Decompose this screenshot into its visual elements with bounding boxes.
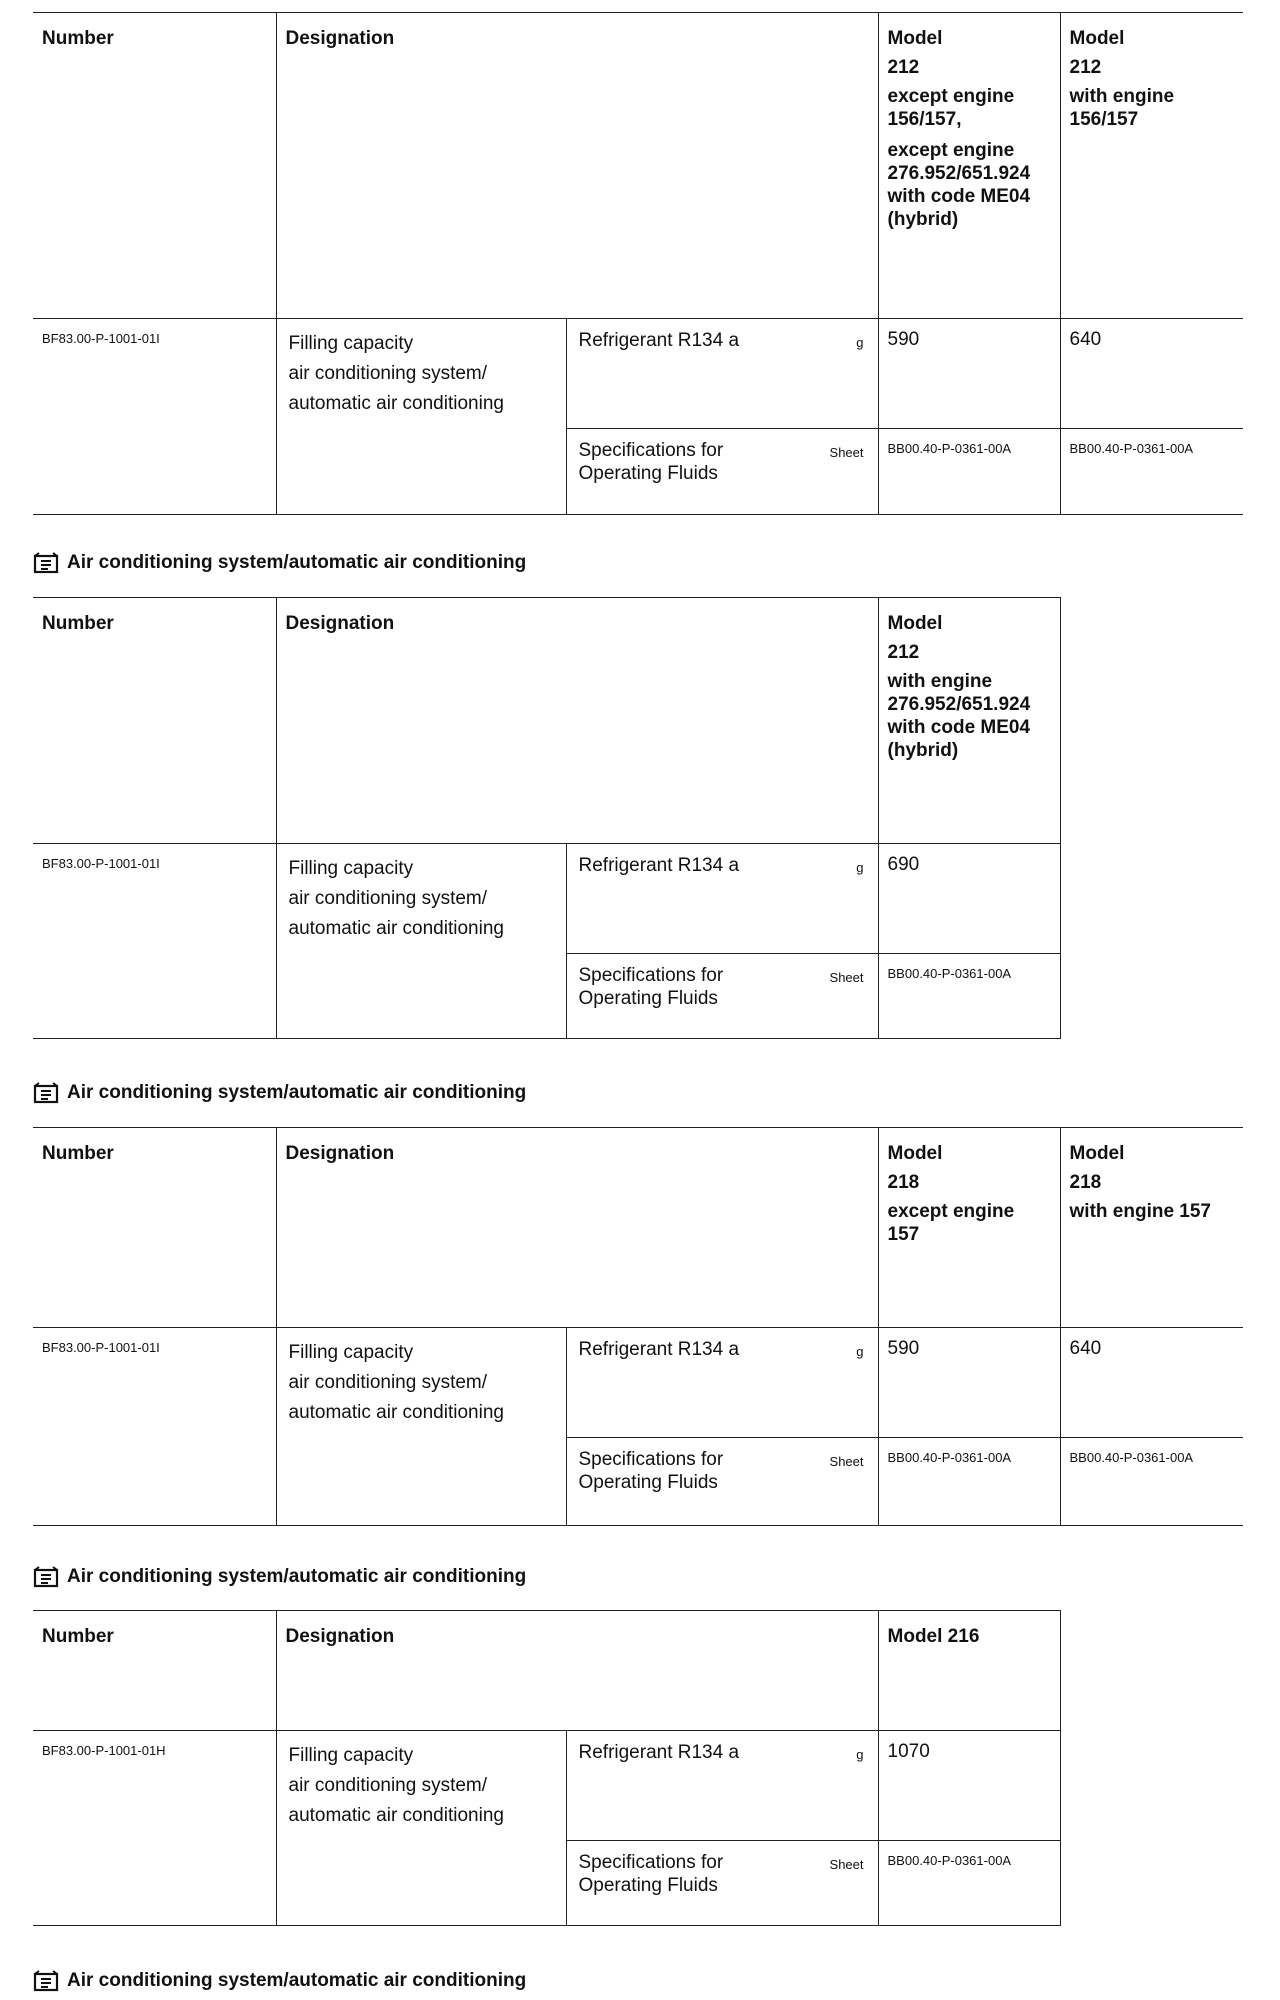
number-header-cell [33, 1128, 276, 1328]
spec-label-cell [566, 1841, 878, 1926]
sheet-cell [878, 429, 1060, 515]
number-header: Number [42, 28, 114, 49]
spec-label-line: Specifications for [578, 965, 724, 986]
spec-unit: Sheet [829, 970, 864, 985]
spec-label-cell [566, 954, 878, 1039]
part-number: BF83.00-P-1001-01I [42, 856, 160, 871]
part-number: BF83.00-P-1001-01I [42, 331, 160, 346]
designation-line: Filling capacity [288, 333, 414, 354]
sheet-ref: BB00.40-P-0361-00A [887, 966, 1012, 981]
model-header-line: with engine 156/157 [1069, 86, 1175, 130]
fluids-table-2 [33, 597, 1061, 1039]
model-header-line: 218 [887, 1172, 920, 1193]
designation-line: Filling capacity [288, 858, 414, 879]
sheet-cell [878, 1438, 1060, 1526]
refrigerant-unit: g [856, 1344, 864, 1359]
model-header-cell [1060, 1128, 1243, 1328]
section-caption-text: Air conditioning system/automatic air conditioning [67, 1970, 527, 1991]
sheet-ref: BB00.40-P-0361-00A [1069, 1450, 1194, 1465]
number-header-cell [33, 13, 276, 319]
number-cell [33, 319, 276, 515]
spec-label-line: Operating Fluids [578, 463, 718, 484]
model-header-line: Model [887, 28, 943, 49]
designation-cell [276, 1731, 566, 1926]
model-header-cell [878, 598, 1060, 844]
designation-header-cell [276, 13, 878, 319]
spec-label-line: Operating Fluids [578, 1875, 718, 1896]
spec-label-cell [566, 429, 878, 515]
refrigerant-label: Refrigerant R134 a [578, 330, 740, 351]
section-caption-text: Air conditioning system/automatic air conditioning [67, 552, 527, 573]
spec-label-line: Specifications for [578, 440, 724, 461]
refrigerant-value: 590 [887, 1338, 920, 1359]
number-header: Number [42, 1143, 114, 1164]
refrigerant-unit: g [856, 860, 864, 875]
model-header-cell [1060, 13, 1243, 319]
designation-header: Designation [285, 28, 395, 49]
designation-line: automatic air conditioning [288, 393, 504, 414]
designation-line: automatic air conditioning [288, 1402, 504, 1423]
refrigerant-value-cell [1060, 1328, 1243, 1438]
fluids-table-1 [33, 12, 1243, 515]
fluids-table-3 [33, 1127, 1243, 1526]
designation-line: air conditioning system/ [288, 1372, 488, 1393]
refrigerant-label-cell [566, 319, 878, 429]
designation-header-cell [276, 1128, 878, 1328]
refrigerant-unit: g [856, 1747, 864, 1762]
spec-unit: Sheet [829, 1454, 864, 1469]
sheet-ref: BB00.40-P-0361-00A [887, 441, 1012, 456]
model-header-cell [878, 1128, 1060, 1328]
designation-header: Designation [285, 1626, 395, 1647]
model-header-line: Model [1069, 1143, 1125, 1164]
sheet-cell [1060, 1438, 1243, 1526]
number-header: Number [42, 613, 114, 634]
designation-line: Filling capacity [288, 1342, 414, 1363]
model-header-cell [878, 1611, 1060, 1731]
spec-label-line: Specifications for [578, 1449, 724, 1470]
spec-label-cell [566, 1438, 878, 1526]
designation-line: automatic air conditioning [288, 1805, 504, 1826]
model-header-line: with engine 276.952/651.924 with code ME04 (hybrid) [887, 671, 1031, 761]
designation-cell [276, 319, 566, 515]
designation-header: Designation [285, 1143, 395, 1164]
number-header-cell [33, 598, 276, 844]
refrigerant-value: 690 [887, 854, 920, 875]
designation-header-cell [276, 598, 878, 844]
number-cell [33, 1731, 276, 1926]
spec-unit: Sheet [829, 1857, 864, 1872]
model-header-line: 212 [1069, 57, 1102, 78]
part-number: BF83.00-P-1001-01H [42, 1743, 166, 1758]
sheet-ref: BB00.40-P-0361-00A [887, 1450, 1012, 1465]
spec-label-line: Operating Fluids [578, 1472, 718, 1493]
designation-header-cell [276, 1611, 878, 1731]
model-header-line: except engine 157 [887, 1201, 1015, 1245]
refrigerant-value-cell [878, 1731, 1060, 1841]
model-header-line: Model [1069, 28, 1125, 49]
section-caption [33, 1082, 526, 1104]
number-cell [33, 1328, 276, 1526]
section-caption [33, 552, 526, 574]
model-header-line: Model 216 [887, 1626, 980, 1647]
fluids-table-4 [33, 1610, 1061, 1926]
number-header-cell [33, 1611, 276, 1731]
refrigerant-unit: g [856, 335, 864, 350]
sheet-cell [878, 1841, 1060, 1926]
refrigerant-label: Refrigerant R134 a [578, 1742, 740, 1763]
refrigerant-value: 640 [1069, 329, 1102, 350]
number-cell [33, 844, 276, 1039]
refrigerant-value-cell [1060, 319, 1243, 429]
section-caption-text: Air conditioning system/automatic air conditioning [67, 1566, 527, 1587]
part-number: BF83.00-P-1001-01I [42, 1340, 160, 1355]
refrigerant-value: 1070 [887, 1741, 930, 1762]
section-caption [33, 1566, 526, 1588]
model-header-cell [878, 13, 1060, 319]
model-header-line: except engine 276.952/651.924 with code ME04 (hybrid) [887, 140, 1031, 230]
refrigerant-value: 590 [887, 329, 920, 350]
refrigerant-label: Refrigerant R134 a [578, 855, 740, 876]
designation-line: air conditioning system/ [288, 363, 488, 384]
refrigerant-value: 640 [1069, 1338, 1102, 1359]
spec-unit: Sheet [829, 445, 864, 460]
sheet-ref: BB00.40-P-0361-00A [1069, 441, 1194, 456]
designation-cell [276, 1328, 566, 1526]
sheet-cell [1060, 429, 1243, 515]
designation-header: Designation [285, 613, 395, 634]
model-header-line: Model [887, 613, 943, 634]
refrigerant-value-cell [878, 1328, 1060, 1438]
designation-cell [276, 844, 566, 1039]
number-header: Number [42, 1626, 114, 1647]
model-header-line: except engine 156/157, [887, 86, 1015, 130]
model-header-line: 218 [1069, 1172, 1102, 1193]
manual-book-icon [33, 1082, 59, 1104]
manual-book-icon [33, 1566, 59, 1588]
refrigerant-label-cell [566, 1328, 878, 1438]
model-header-line: 212 [887, 57, 920, 78]
refrigerant-label-cell [566, 844, 878, 954]
spec-label-line: Specifications for [578, 1852, 724, 1873]
designation-line: Filling capacity [288, 1745, 414, 1766]
refrigerant-label: Refrigerant R134 a [578, 1339, 740, 1360]
sheet-ref: BB00.40-P-0361-00A [887, 1853, 1012, 1868]
manual-book-icon [33, 1970, 59, 1992]
refrigerant-value-cell [878, 319, 1060, 429]
manual-book-icon [33, 552, 59, 574]
section-caption [33, 1970, 526, 1992]
designation-line: automatic air conditioning [288, 918, 504, 939]
refrigerant-value-cell [878, 844, 1060, 954]
refrigerant-label-cell [566, 1731, 878, 1841]
model-header-line: 212 [887, 642, 920, 663]
spec-label-line: Operating Fluids [578, 988, 718, 1009]
sheet-cell [878, 954, 1060, 1039]
section-caption-text: Air conditioning system/automatic air conditioning [67, 1082, 527, 1103]
model-header-line: Model [887, 1143, 943, 1164]
model-header-line: with engine 157 [1069, 1201, 1211, 1222]
designation-line: air conditioning system/ [288, 888, 488, 909]
designation-line: air conditioning system/ [288, 1775, 488, 1796]
